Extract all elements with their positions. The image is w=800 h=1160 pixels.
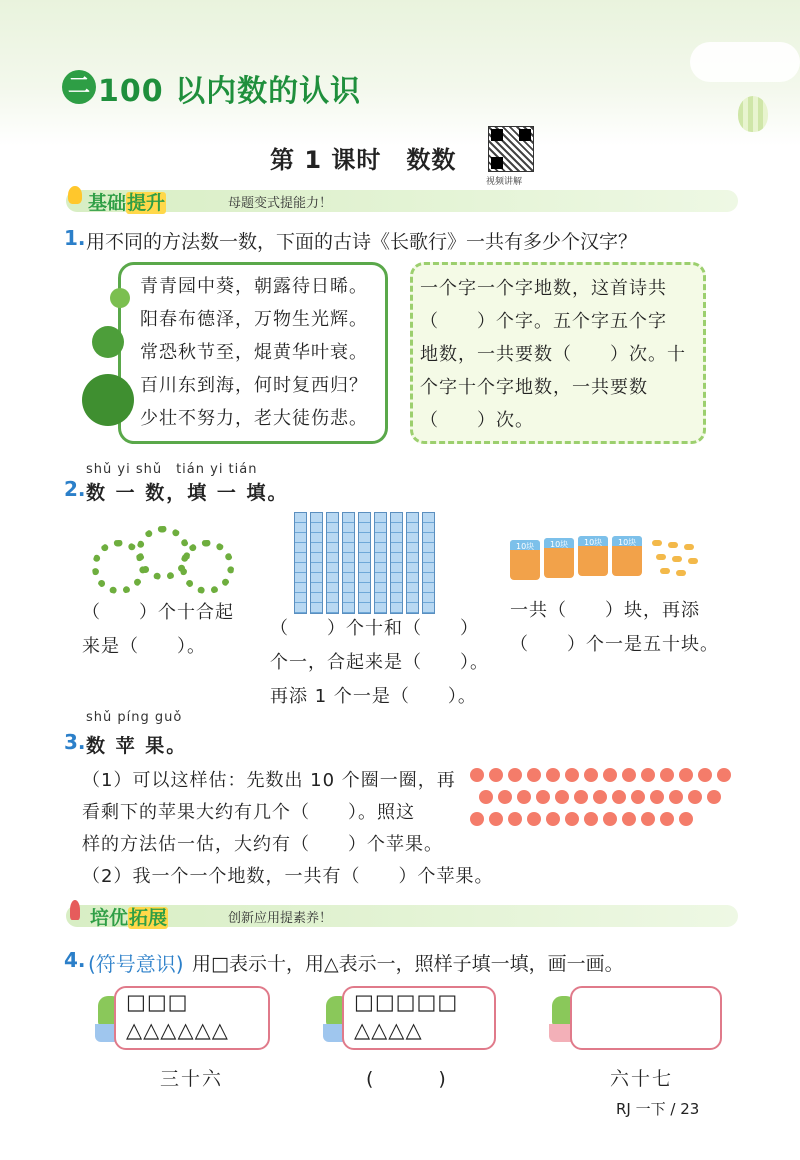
poem-line-4: 百川东到海，何时复西归？	[140, 375, 368, 396]
apple-icon	[555, 790, 569, 804]
apple-icon	[508, 812, 522, 826]
poem-line-1: 青青园中葵，朝露待日晞。	[140, 276, 368, 297]
tens-symbols-1: □□□	[126, 990, 189, 1014]
apple-icon	[707, 790, 721, 804]
chapter-title: 100 以内数的认识	[98, 74, 362, 109]
candy-icon	[672, 556, 682, 562]
number-label-3: 六十七	[610, 1068, 674, 1090]
question-text-3: 数 苹 果。	[86, 735, 188, 757]
cube-columns	[294, 512, 454, 616]
cube-column	[294, 512, 307, 614]
chapter-badge: 二	[62, 70, 96, 104]
apple-icon	[669, 790, 683, 804]
cube-column	[406, 512, 419, 614]
counting-line-4: 个字十个字地数，一共要数	[420, 377, 648, 398]
candy-bag-label: 10块	[550, 540, 569, 549]
cloud-decoration	[690, 42, 800, 82]
cube-column	[390, 512, 403, 614]
apple-icon	[574, 790, 588, 804]
cube-column	[326, 512, 339, 614]
candy-icon	[668, 542, 678, 548]
balloon-icon	[738, 96, 768, 132]
apple-icon	[717, 768, 731, 782]
apple-icon	[660, 768, 674, 782]
apple-icon	[650, 790, 664, 804]
apple-icon	[584, 768, 598, 782]
tens-symbols-2: □□□□□	[354, 990, 459, 1014]
candy-icon	[656, 554, 666, 560]
section-title-extension	[90, 903, 168, 930]
apple-icon	[698, 768, 712, 782]
apple-icon	[489, 812, 503, 826]
apple-icon	[565, 768, 579, 782]
q2c-line-2[interactable]: （ ）个一是五十块。	[510, 634, 719, 655]
apple-icon	[622, 768, 636, 782]
apple-icon	[679, 812, 693, 826]
section-bar-basic	[66, 190, 738, 212]
qr-caption: 视频讲解	[486, 177, 523, 187]
apple-icon	[603, 768, 617, 782]
cube-column	[422, 512, 435, 614]
bead-rings	[92, 526, 242, 596]
candy-bag-label: 10块	[516, 542, 535, 551]
apple-icon	[593, 790, 607, 804]
q2a-line-2[interactable]: 来是（ ）。	[82, 636, 206, 657]
question-text-1: 用不同的方法数一数，下面的古诗《长歌行》一共有多少个汉字？	[86, 231, 638, 253]
question-number-2: 2.	[64, 477, 86, 501]
section2-title-part2: 拓展	[129, 907, 168, 929]
poem-line-2: 阳春布德泽，万物生光辉。	[140, 309, 368, 330]
apple-icon	[631, 790, 645, 804]
candy-icon	[688, 558, 698, 564]
clover-icon-medium	[92, 326, 124, 358]
number-answer-2[interactable]: ( )	[366, 1068, 448, 1090]
apple-cluster	[470, 764, 740, 836]
candy-bags	[510, 530, 710, 590]
clover-icon-large	[82, 374, 134, 426]
section-subtitle-extension: 创新应用提素养！	[228, 911, 333, 926]
number-label-1: 三十六	[160, 1068, 224, 1090]
clover-icon-small	[110, 288, 130, 308]
q2b-line-1[interactable]: （ ）个十和（ ）	[270, 618, 479, 639]
apple-icon	[546, 812, 560, 826]
apple-icon	[498, 790, 512, 804]
apple-icon	[489, 768, 503, 782]
candy-bag-label: 10块	[584, 538, 603, 547]
question-number-4: 4.	[64, 948, 86, 972]
counting-line-5[interactable]: （ ）次。	[420, 410, 534, 431]
candy-icon	[676, 570, 686, 576]
q3-line-1: （1）可以这样估：先数出 10 个圈一圈，再	[82, 770, 456, 791]
question-text-2: 数 一 数，填 一 填。	[86, 482, 289, 504]
apple-icon	[536, 790, 550, 804]
pinyin-q2: shǔ yi shǔ tián yi tián	[86, 462, 258, 477]
question-number-3: 3.	[64, 730, 86, 754]
page-footer: RJ 一下 / 23	[616, 1100, 700, 1118]
q2c-line-1[interactable]: 一共（ ）块，再添	[510, 600, 700, 621]
lesson-title: 第 1 课时 数数	[270, 146, 457, 174]
counting-line-1: 一个字一个字地数，这首诗共	[420, 278, 667, 299]
poem-line-3: 常恐秋节至，焜黄华叶衰。	[140, 342, 368, 363]
apple-icon	[546, 768, 560, 782]
apple-icon	[603, 812, 617, 826]
q2a-line-1[interactable]: （ ）个十合起	[82, 602, 234, 623]
cube-column	[342, 512, 355, 614]
section2-title-part1: 培优	[90, 907, 129, 929]
candy-bag-label: 10块	[618, 538, 637, 547]
lightbulb-icon	[68, 186, 82, 204]
ones-symbols-2: △△△△	[354, 1018, 423, 1042]
apple-icon	[527, 812, 541, 826]
apple-icon	[688, 790, 702, 804]
candy-icon	[684, 544, 694, 550]
apple-icon	[641, 768, 655, 782]
cube-column	[374, 512, 387, 614]
apple-icon	[612, 790, 626, 804]
q3-line-4[interactable]: （2）我一个一个地数，一共有（ ）个苹果。	[82, 866, 494, 887]
apple-icon	[517, 790, 531, 804]
candy-icon	[660, 568, 670, 574]
counting-line-2[interactable]: （ ）个字。五个字五个字	[420, 311, 667, 332]
cube-column	[310, 512, 323, 614]
apple-icon	[479, 790, 493, 804]
apple-icon	[508, 768, 522, 782]
apple-icon	[679, 768, 693, 782]
question-number-1: 1.	[64, 226, 86, 250]
question-text-4: 用□表示十，用△表示一，照样子填一填，画一画。	[192, 953, 624, 975]
rocket-icon	[70, 900, 80, 920]
section-title-part2: 提升	[127, 192, 166, 214]
apple-icon	[641, 812, 655, 826]
q2b-line-2[interactable]: 个一，合起来是（ ）。	[270, 652, 489, 673]
apple-icon	[527, 768, 541, 782]
q3-line-2[interactable]: 看剩下的苹果大约有几个（ ）。照这	[82, 802, 415, 823]
q3-line-3[interactable]: 样的方法估一估，大约有（ ）个苹果。	[82, 834, 443, 855]
qr-code-icon[interactable]	[488, 126, 534, 172]
bead-ring	[180, 540, 234, 594]
pinyin-q3: shǔ píng guǒ	[86, 710, 183, 725]
candy-icon	[652, 540, 662, 546]
apple-icon	[584, 812, 598, 826]
apple-icon	[470, 768, 484, 782]
section-subtitle-basic: 母题变式提能力！	[228, 196, 333, 211]
apple-icon	[565, 812, 579, 826]
ones-symbols-1: △△△△△△	[126, 1018, 229, 1042]
cube-column	[358, 512, 371, 614]
counting-line-3[interactable]: 地数，一共要数（ ）次。十	[420, 344, 686, 365]
apple-icon	[660, 812, 674, 826]
section-title-basic	[88, 188, 166, 215]
q2b-line-3[interactable]: 再添 1 个一是（ ）。	[270, 686, 477, 707]
section-title-part1: 基础	[88, 192, 127, 214]
question-tag-4: (符号意识)	[88, 952, 184, 976]
apple-icon	[622, 812, 636, 826]
poem-line-5: 少壮不努力，老大徒伤悲。	[140, 408, 368, 429]
answer-box-3[interactable]	[570, 986, 722, 1050]
apple-icon	[470, 812, 484, 826]
